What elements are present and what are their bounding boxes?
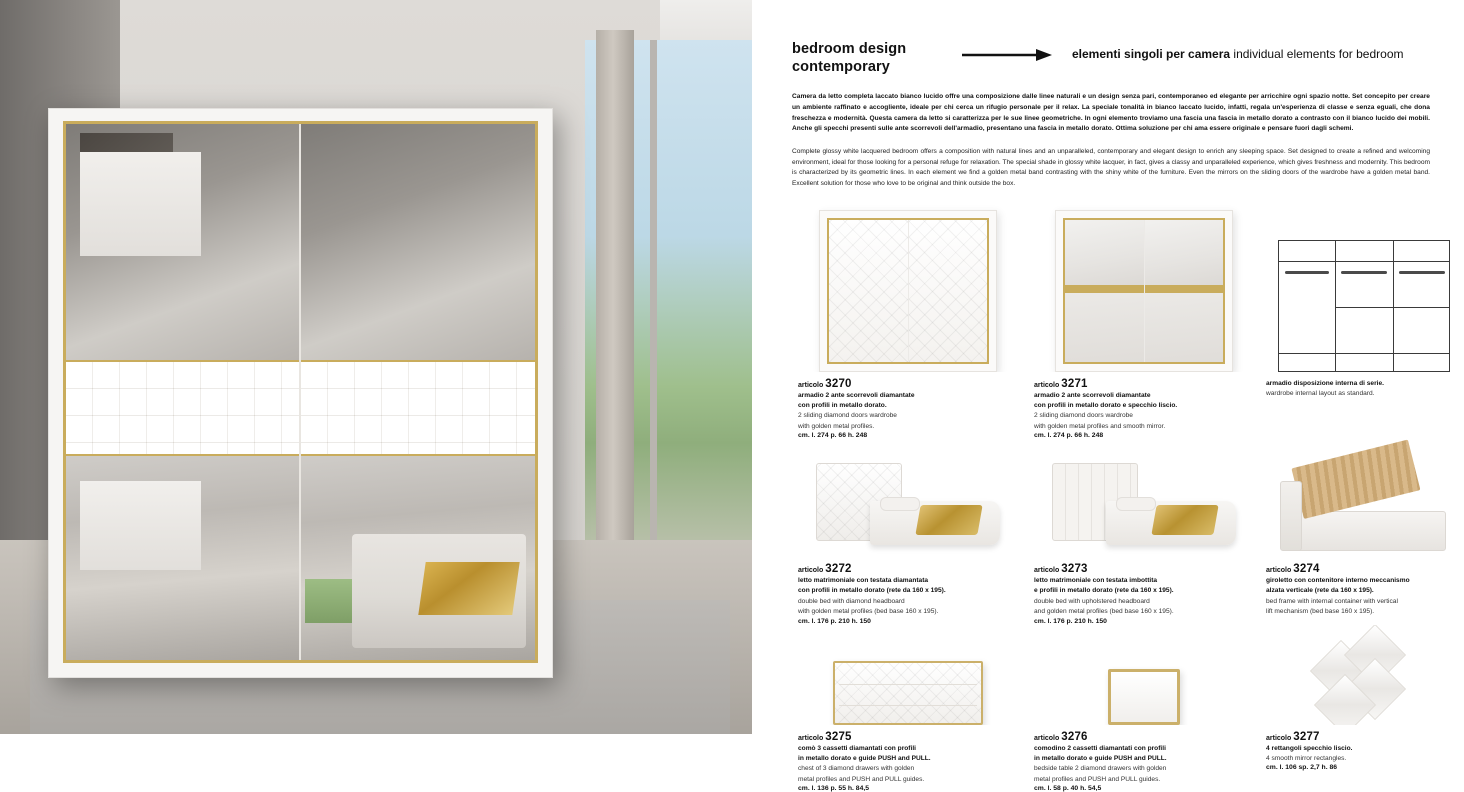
- dimensions: cm. l. 58 p. 40 h. 54,5: [1034, 784, 1102, 792]
- gold-throw: [1151, 505, 1218, 535]
- product-card-3276[interactable]: [1028, 625, 1260, 792]
- article-code: 3277: [1293, 730, 1320, 743]
- title-it-line2: in metallo dorato e guide PUSH and PULL.: [1034, 754, 1167, 762]
- wardrobe-thumb: [1055, 210, 1233, 372]
- title-it-line1: giroletto con contenitore interno meccanismo: [1266, 577, 1410, 585]
- dimensions: cm. l. 176 p. 210 h. 150: [1034, 617, 1107, 625]
- desc-en-line2: with golden metal profiles (bed base 160 x 195).: [798, 608, 939, 616]
- product-caption: [1028, 557, 1260, 624]
- diamond-pattern: [829, 220, 908, 362]
- bedside-table-image: [1028, 625, 1260, 725]
- shelf-middle: [1335, 307, 1449, 308]
- desc-en-line2: metal profiles and PUSH and PULL guides.: [798, 775, 925, 783]
- wardrobe-door-left: [66, 124, 301, 660]
- title-it-line1: comò 3 cassetti diamantati con profili: [798, 744, 916, 752]
- wardrobe-doors: [66, 124, 535, 660]
- article-line: [798, 731, 1024, 743]
- title-it-line1: armadio 2 ante scorrevoli diamantate: [1034, 391, 1151, 399]
- wardrobe-photo-body: [48, 108, 553, 678]
- door-mirror-bottom-right: [301, 456, 536, 660]
- pillow: [1116, 497, 1156, 511]
- gold-band: [1145, 285, 1224, 294]
- article-code: 3272: [825, 563, 852, 576]
- product-caption: [1264, 557, 1464, 616]
- door-mirror-top-right: [301, 124, 536, 360]
- wardrobe-thumb-door-left: [1065, 220, 1144, 362]
- wardrobe-thumb-door-left: [829, 220, 908, 362]
- title-it-line2: in metallo dorato e guide PUSH and PULL.: [798, 754, 931, 762]
- mirror-bottom: [1145, 293, 1224, 361]
- mirror-reflection-lower-dresser: [80, 481, 201, 571]
- page-title: [792, 40, 962, 76]
- product-card-3275[interactable]: [792, 625, 1024, 792]
- wardrobe-gold-frame: [63, 121, 538, 663]
- article-line: [1266, 563, 1464, 575]
- wardrobe-internal-layout-drawing: [1264, 204, 1464, 372]
- wardrobe-thumb-gold-frame: [1063, 218, 1225, 364]
- drawer-divider-2: [839, 705, 977, 706]
- desc-en-line1: chest of 3 diamond drawers with golden: [798, 765, 915, 773]
- intro-paragraph-english: Complete glossy white lacquered bedroom offers a composition with natural lines and an unparalleled, contemporary and elegant design to enrich any sleeping space. Set designed to create a refined and welcoming environment, ideal for those looking for a personal refuge for relaxation. The special shade in glossy white lacquer, in fact, gives a classy and unparalleled experience, which gives freshness and modernity. This bedroom is characterized by its geometric lines. In each element we find a golden metal band contrasting with the shiny white of the furniture. Even the mirrors on the sliding doors of the wardrobe have a golden metal band. Excellent solution for those who love to be original and think outside the box.: [792, 147, 1430, 187]
- product-caption: [1264, 725, 1464, 772]
- article-code: 3273: [1061, 563, 1088, 576]
- door-diamond-band: [66, 360, 299, 456]
- drawer-divider-1: [839, 684, 977, 685]
- article-line: [798, 563, 1024, 575]
- mirror-top: [1145, 220, 1224, 285]
- wardrobe-thumb: [819, 210, 997, 372]
- wardrobe-thumb-gold-frame: [827, 218, 989, 364]
- desc-en-line1: 4 smooth mirror rectangles.: [1266, 754, 1347, 762]
- wardrobe-door-right: [301, 124, 536, 660]
- article-code: 3276: [1061, 730, 1088, 743]
- product-card-3273[interactable]: [1028, 439, 1260, 624]
- product-card-3270[interactable]: [792, 204, 1024, 439]
- wardrobe-mirror-doors-image: [1028, 204, 1260, 372]
- article-line: [1266, 731, 1464, 743]
- article-label: articolo: [1266, 734, 1292, 742]
- desc-en-line2: with golden metal profiles.: [798, 422, 875, 430]
- desc-en-line1: double bed with diamond headboard: [798, 597, 905, 605]
- page-title-line1: bedroom design: [792, 41, 907, 57]
- mirror-reflection-gold-throw: [419, 562, 520, 615]
- article-label: articolo: [798, 381, 824, 389]
- desc-en-line1: bedside table 2 diamond drawers with golden: [1034, 765, 1167, 773]
- desc-en-line1: wardrobe internal layout as standard.: [1266, 389, 1375, 397]
- article-line: [798, 378, 1024, 390]
- product-caption: [1028, 725, 1260, 792]
- gold-throw: [915, 505, 982, 535]
- article-label: articolo: [1034, 381, 1060, 389]
- page-header: [792, 40, 1430, 76]
- article-code: 3274: [1293, 563, 1320, 576]
- desc-en-line1: double bed with upholstered headboard: [1034, 597, 1150, 605]
- wardrobe-thumb-door-right: [908, 220, 988, 362]
- diamond-pattern: [909, 220, 988, 362]
- title-it-line2: con profili in metallo dorato e specchio liscio.: [1034, 401, 1178, 409]
- slatted-frame: [1291, 440, 1420, 519]
- bed-base: [1290, 511, 1446, 551]
- gold-band: [1065, 285, 1144, 294]
- title-it-line1: armadio disposizione interna di serie.: [1266, 379, 1384, 387]
- dimensions: cm. l. 136 p. 55 h. 84,5: [798, 784, 870, 792]
- shelf-top: [1279, 261, 1449, 262]
- bedside-thumb: [1108, 669, 1180, 725]
- article-code: 3270: [825, 377, 852, 390]
- title-it-line1: letto matrimoniale con testata imbottita: [1034, 577, 1158, 585]
- desc-en-line2: and golden metal profiles (bed base 160 x 195).: [1034, 608, 1174, 616]
- product-card-internal-layout: [1264, 204, 1464, 439]
- pillow: [880, 497, 920, 511]
- photo-window-mullion: [650, 40, 657, 600]
- article-label: articolo: [1034, 567, 1060, 575]
- article-label: articolo: [798, 734, 824, 742]
- product-grid: [792, 204, 1430, 792]
- bed-thumb: [1046, 445, 1242, 557]
- intro-paragraph-italian: Camera da letto completa laccato bianco lucido offre una composizione dalle linee naturali e un design senza pari, contemporaneo ed elegante per arricchire ogni spazio notte. Set concepito per creare un ambiente raffinato e accogliente, ideale per chi cerca un rifugio personale per il relax. La speciale tonalità in bianco laccato lucido, infatti, regala un'esperienza di classe e senza eguali, che dona freschezza e modernità. Questa camera da letto si caratterizza per le sue linee geometriche. In ogni elemento troviamo una fascia una fascia in metallo dorato a contrasto con il bianco lucido dei mobili. Anche gli specchi presenti sulle ante scorrevoli dell'armadio, presentano una fascia in metallo dorato. Ottima soluzione per chi ama essere originale e pensare fuori dagli schemi.: [792, 93, 1430, 133]
- desc-en-line2: lift mechanism (bed base 160 x 195).: [1266, 608, 1375, 616]
- chest-of-drawers-image: [792, 625, 1024, 725]
- door-diamond-band-right: [301, 360, 536, 456]
- page-subtitle-en: individual elements for bedroom: [1233, 47, 1404, 61]
- lift-bed-thumb: [1274, 447, 1454, 557]
- desc-en-line1: 2 sliding diamond doors wardrobe: [1034, 412, 1133, 420]
- product-card-3271[interactable]: [1028, 204, 1260, 439]
- bed-frame-lift-container-image: [1264, 439, 1464, 557]
- title-it-line2: alzata verticale (rete da 160 x 195).: [1266, 587, 1374, 595]
- wardrobe-diamond-doors-image: [792, 204, 1024, 372]
- desc-en-line1: bed frame with internal container with vertical: [1266, 597, 1398, 605]
- door-mirror-bottom: [66, 456, 299, 660]
- chest-thumb: [833, 661, 983, 725]
- title-it-line1: letto matrimoniale con testata diamantata: [798, 577, 929, 585]
- title-it-line2: con profili in metallo dorato.: [798, 401, 887, 409]
- product-card-3272[interactable]: [792, 439, 1024, 624]
- page-title-line2: contemporary: [792, 59, 890, 76]
- article-line: [1034, 378, 1260, 390]
- title-it-line1: comodino 2 cassetti diamantati con profili: [1034, 744, 1166, 752]
- article-label: articolo: [798, 567, 824, 575]
- title-it-line2: e profili in metallo dorato (rete da 160 x 195).: [1034, 587, 1174, 595]
- door-mirror-top: [66, 124, 299, 360]
- dimensions: cm. l. 274 p. 66 h. 248: [1034, 432, 1104, 440]
- product-caption: [1264, 372, 1464, 399]
- mirrors-thumb: [1309, 633, 1419, 725]
- article-code: 3275: [825, 730, 852, 743]
- article-label: articolo: [1266, 567, 1292, 575]
- wardrobe-thumb-face: [1065, 220, 1223, 362]
- article-line: [1034, 563, 1260, 575]
- product-caption: [792, 557, 1024, 624]
- mirror-rectangles-image: [1264, 625, 1464, 725]
- mirror-bottom: [1065, 293, 1144, 361]
- double-bed-upholstered-headboard-image: [1028, 439, 1260, 557]
- desc-en-line1: 2 sliding diamond doors wardrobe: [798, 412, 897, 420]
- article-label: articolo: [1034, 734, 1060, 742]
- dimensions: cm. l. 106 sp. 2,7 h. 86: [1266, 764, 1338, 772]
- dimensions: cm. l. 274 p. 66 h. 248: [798, 432, 868, 440]
- arrow-right-icon: [962, 40, 1072, 62]
- product-caption: [1028, 372, 1260, 439]
- title-it-line1: armadio 2 ante scorrevoli diamantate: [798, 391, 915, 399]
- page-subtitle: [1072, 40, 1404, 61]
- mirror-reflection-dresser: [80, 152, 201, 256]
- product-card-3277[interactable]: [1264, 625, 1464, 792]
- product-caption: [792, 725, 1024, 792]
- article-code: 3271: [1061, 377, 1088, 390]
- hanging-rail-1: [1285, 271, 1329, 274]
- mirror-top: [1065, 220, 1144, 285]
- wardrobe-thumb-face: [829, 220, 987, 362]
- bedroom-wardrobe-photo: [0, 0, 752, 734]
- hanging-rail-2: [1341, 271, 1387, 274]
- double-bed-diamond-headboard-image: [792, 439, 1024, 557]
- title-it-line1: 4 rettangoli specchio liscio.: [1266, 744, 1353, 752]
- desc-en-line2: metal profiles and PUSH and PULL guides.: [1034, 775, 1161, 783]
- product-caption: [792, 372, 1024, 439]
- product-card-3274[interactable]: [1264, 439, 1464, 624]
- article-line: [1034, 731, 1260, 743]
- wardrobe-thumb-door-right: [1144, 220, 1224, 362]
- headboard: [1280, 481, 1302, 551]
- catalog-content: [752, 0, 1464, 792]
- page-subtitle-it: elementi singoli per camera: [1072, 47, 1231, 61]
- layout-drawing: [1278, 240, 1450, 372]
- dimensions: cm. l. 176 p. 210 h. 150: [798, 617, 871, 625]
- bed-thumb: [810, 445, 1006, 557]
- title-it-line2: con profili in metallo dorato (rete da 160 x 195).: [798, 587, 946, 595]
- shelf-bottom: [1279, 353, 1449, 354]
- desc-en-line2: with golden metal profiles and smooth mirror.: [1034, 422, 1166, 430]
- hanging-rail-3: [1399, 271, 1445, 274]
